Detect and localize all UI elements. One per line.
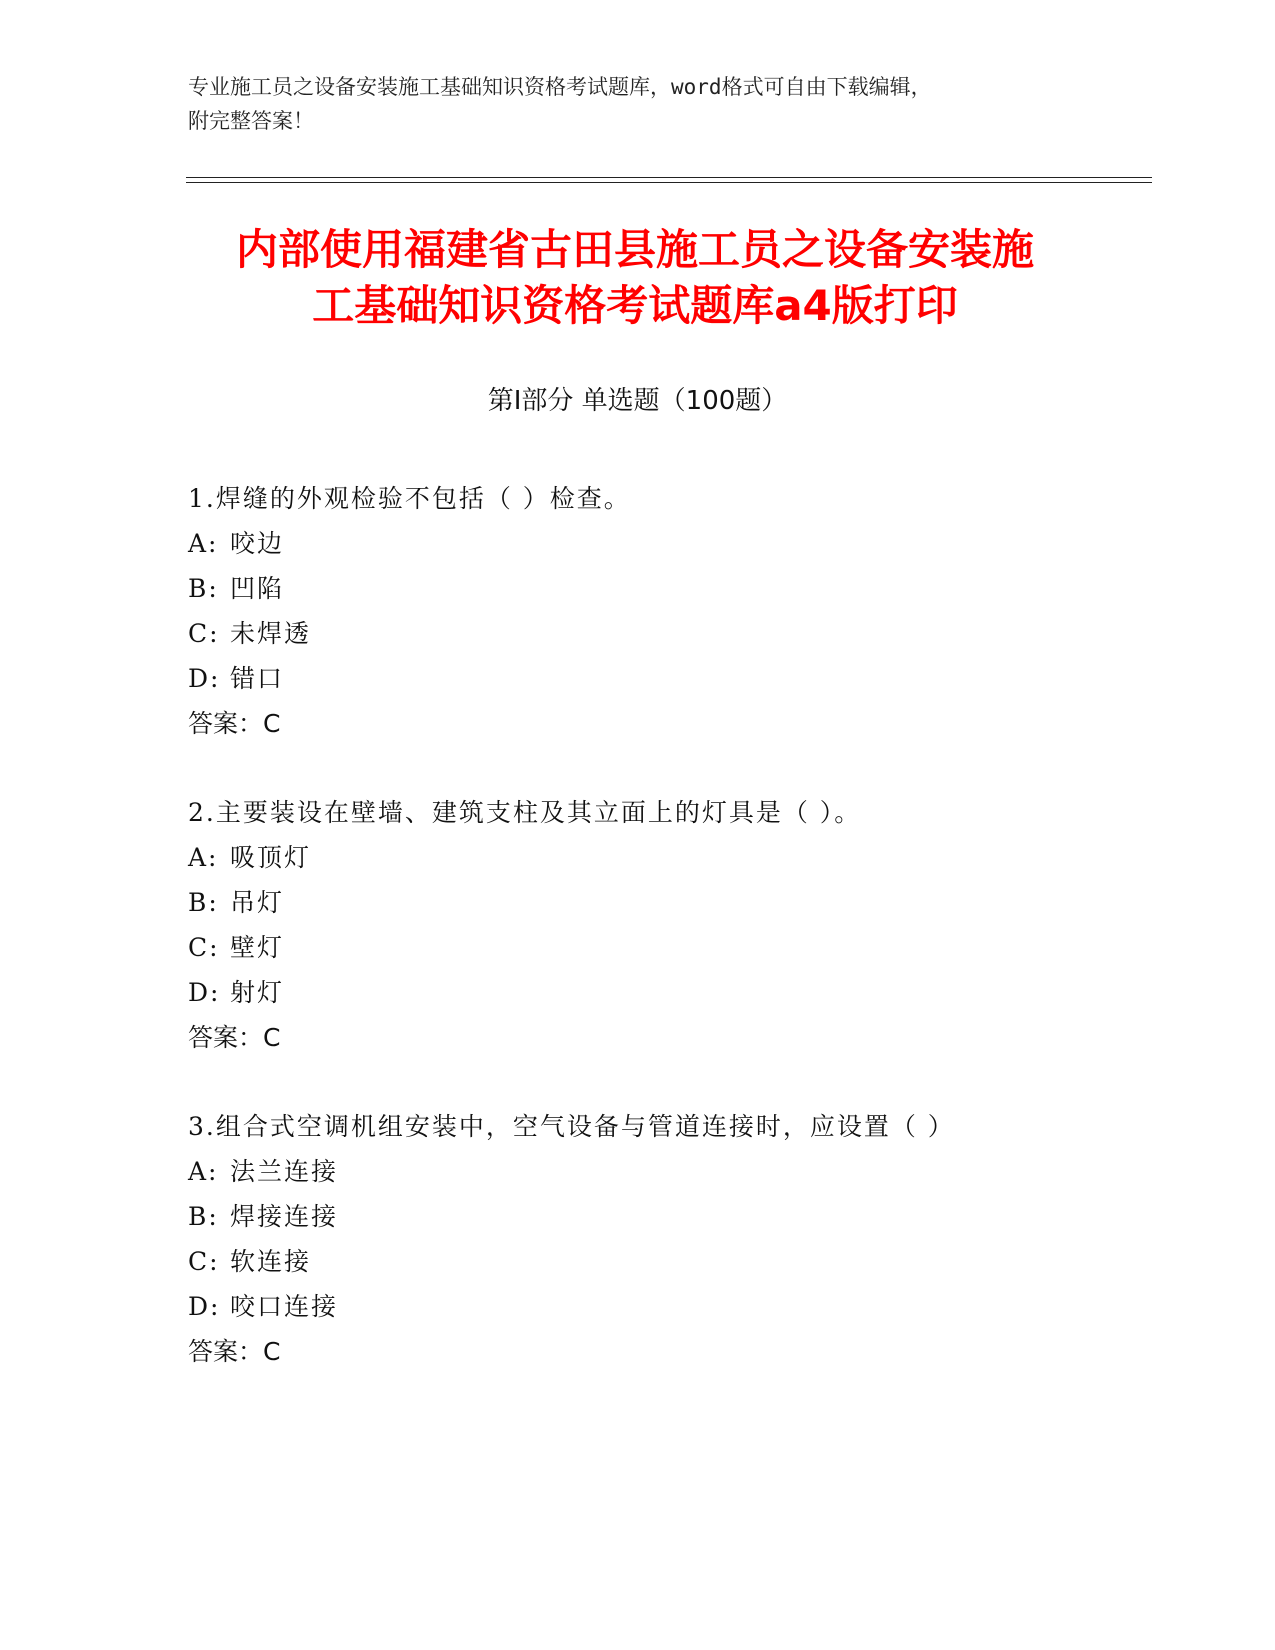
header-note-line: 附完整答案！ [188,109,314,133]
option-letter: A: [188,529,219,558]
option-text: 法兰连接 [230,1157,339,1186]
question-item [188,476,1148,746]
question-stem: 2.主要装设在壁墙、建筑支柱及其立面上的灯具是（ ）。 [188,798,862,827]
question-stem: 1.焊缝的外观检验不包括（ ）检查。 [188,484,631,513]
question-list [188,476,1148,1418]
option-b [188,566,1148,611]
option-a [188,835,1148,880]
option-text: 吸顶灯 [230,843,312,872]
answer-line: 答案：C [188,709,281,738]
option-text: 射灯 [230,978,285,1007]
section-heading: 第Ⅰ部分 单选题（100题） [487,386,788,416]
option-a [188,521,1148,566]
option-letter: B: [188,888,219,917]
option-letter: D: [188,1292,221,1321]
option-text: 凹陷 [230,574,285,603]
answer-line: 答案：C [188,1023,281,1052]
option-b [188,1194,1148,1239]
option-text: 焊接连接 [230,1202,339,1231]
option-letter: B: [188,574,219,603]
option-b [188,880,1148,925]
header-divider [186,182,1152,183]
document-title [150,222,1120,334]
option-letter: C: [188,1247,220,1276]
header-divider [186,177,1152,178]
answer-line: 答案：C [188,1337,281,1366]
document-title-line: 工基础知识资格考试题库a4版打印 [312,281,958,330]
option-c [188,925,1148,970]
question-item [188,790,1148,1060]
question-stem: 3.组合式空调机组安装中，空气设备与管道连接时，应设置（ ） [188,1112,955,1141]
option-d [188,1284,1148,1329]
option-text: 壁灯 [230,933,285,962]
option-d [188,970,1148,1015]
option-c [188,1239,1148,1284]
header-note [188,70,1068,138]
option-text: 咬边 [230,529,285,558]
option-text: 错口 [230,664,285,693]
option-letter: B: [188,1202,219,1231]
header-note-line: 专业施工员之设备安装施工基础知识资格考试题库，word格式可自由下载编辑， [188,75,932,99]
option-letter: A: [188,843,219,872]
document-title-line: 内部使用福建省古田县施工员之设备安装施 [235,225,1034,274]
option-text: 咬口连接 [230,1292,339,1321]
option-letter: C: [188,619,220,648]
option-text: 吊灯 [230,888,285,917]
option-d [188,656,1148,701]
option-letter: C: [188,933,220,962]
option-letter: A: [188,1157,219,1186]
option-letter: D: [188,978,221,1007]
option-c [188,611,1148,656]
option-a [188,1149,1148,1194]
option-text: 未焊透 [230,619,312,648]
option-text: 软连接 [230,1247,312,1276]
option-letter: D: [188,664,221,693]
question-item [188,1104,1148,1374]
